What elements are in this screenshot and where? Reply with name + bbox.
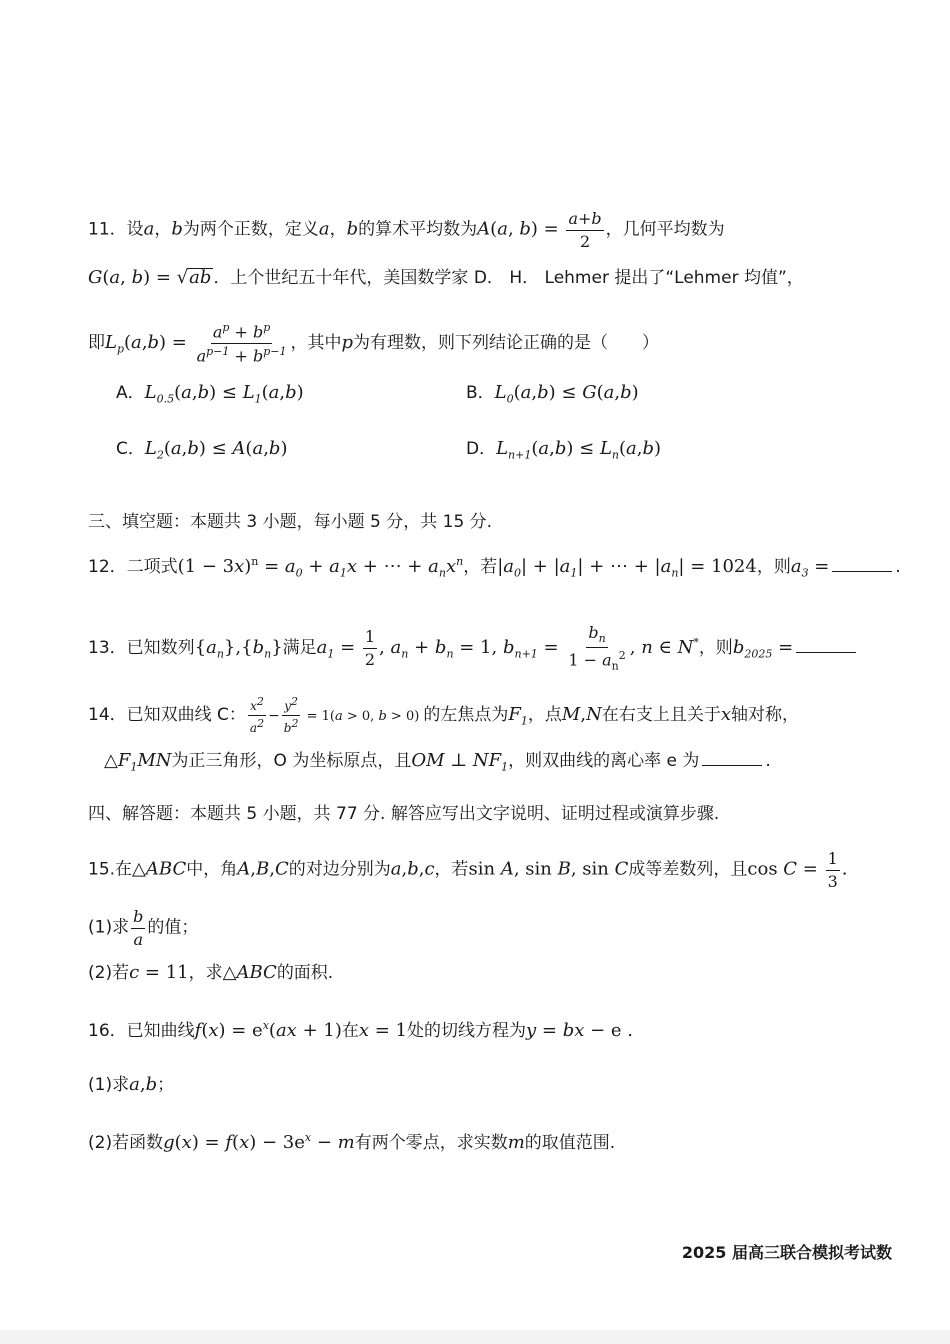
q15-part-2: (2)若c = 11，求△ABC的面积.: [88, 962, 334, 983]
page-footer: 2025 届高三联合模拟考试数: [681, 1243, 892, 1262]
q11-option-b: B．$L_0(a,b) \le G(a,b)$: [466, 382, 639, 406]
q13-line: 13．已知数列$\{a_n\},\{b_n\}$满足$a_1$ = $\frac{1}{2}$ , $a_n + b_n = 1$, $b_{n+1}$ = $\frac{b_n}{1 - a_n^2}$ , n ∈ N*，则$b_{2025}$ =: [88, 624, 859, 673]
fraction-one-third: $\frac{1}{3}$: [827, 849, 838, 891]
q14-line-2: $\triangle F_1MN$为正三角形，O 为坐标原点，且OM ⊥ $NF_1$，则双曲线的离心率 e 为 .: [104, 750, 771, 774]
fraction-one-half: $\frac{1}{2}$: [364, 627, 376, 669]
scan-bottom-edge: [0, 1330, 950, 1344]
q13-answer-blank[interactable]: [796, 651, 856, 653]
q14-answer-blank[interactable]: [702, 764, 762, 766]
section-4-heading: 四、解答题：本题共 5 小题，共 77 分. 解答应写出文字说明、证明过程或演算步骤.: [88, 804, 720, 824]
q15-line: 15.在△ABC中，角A,B,C的对边分别为a,b,c，若sin A, sin B, sin C成等差数列，且cos C = $\frac{1}{3}$ .: [88, 849, 848, 891]
fraction-y2-b2: $\frac{y^2}{b^2}$: [283, 695, 299, 736]
fraction-a-plus-b-over-2: $\frac{a+b}{2}$: [568, 209, 602, 251]
q15-part-1: (1)求 $\frac{b}{a}$ 的值；: [88, 907, 199, 949]
q14-line-1: 14．已知双曲线 C： $\frac{x^2}{a^2}$ − $\frac{y^2}{b^2}$ = 1(a > 0, b > 0) 的左焦点为$F_1$，点M,N在右支上且关于x轴对称，: [88, 695, 799, 736]
q12-answer-blank[interactable]: [832, 570, 892, 572]
section-3-heading: 三、填空题：本题共 3 小题，每小题 5 分，共 15 分.: [88, 512, 493, 532]
q11-option-a: A．$L_{0.5}(a,b) \le L_1(a,b)$: [116, 382, 304, 406]
q11-line-2: G(a, b) = √ab ．上个世纪五十年代，美国数学家 D． H． Lehmer 提出了“Lehmer 均值”，: [88, 267, 804, 288]
q16-part-2: (2)若函数$g(x) = f(x) - 3e^x - m$有两个零点，求实数m的取值范围.: [88, 1131, 616, 1153]
fraction-bn-recurrence: $\frac{b_n}{1 - a_n^2}$: [568, 623, 626, 673]
q11-option-c: C．$L_2(a,b) \le A(a,b)$: [116, 438, 288, 462]
q11-option-d: D．$L_{n+1}(a,b) \le L_n(a,b)$: [466, 438, 662, 462]
lehmer-fraction: $\frac{a^p + b^p}{a^{p-1} + b^{p-1}}$: [196, 321, 287, 366]
q11-line-3: 即$L_p(a,b)$ = $\frac{a^p + b^p}{a^{p-1} + b^{p-1}}$ ，其中p为有理数，则下列结论正确的是（ ）: [88, 321, 660, 366]
fraction-b-over-a: $\frac{b}{a}$: [133, 907, 144, 949]
q16-part-1: (1)求a,b；: [88, 1074, 175, 1095]
q12-line: 12．二项式$(1 - 3x)^n = a_0 + a_1x$ + ⋯ + $a_nx^n$，若$|a_0| + |a_1|$ + ⋯ + $|a_n| = 1024$，则$a_3$ = .: [88, 555, 901, 580]
q16-line: 16．已知曲线$f(x) = e^x(ax + 1)$在x = 1处的切线方程为y = bx − e .: [88, 1019, 633, 1041]
q11-line-1: 11．设a，b为两个正数，定义a，b的算术平均数为A(a, b) = $\frac{a+b}{2}$ ，几何平均数为: [88, 209, 725, 251]
fraction-x2-a2: $\frac{x^2}{a^2}$: [249, 695, 265, 736]
